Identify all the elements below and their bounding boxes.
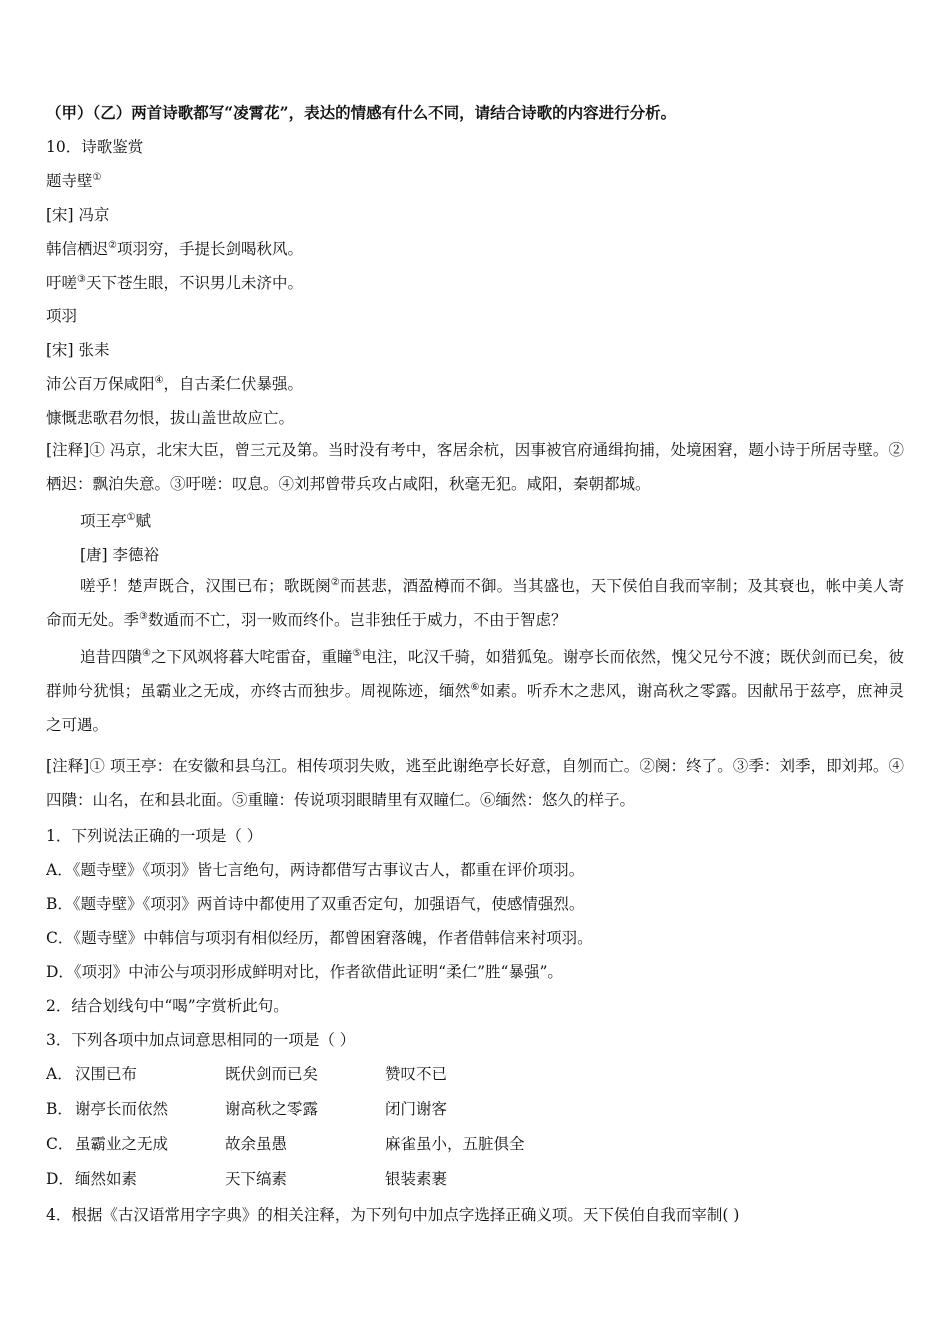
- poem-notes: [注释]① 冯京，北宋大臣，曾三元及第。当时没有考中，客居余杭，因事被官府通缉拘捕，处境困窘，题小诗于所居寺壁。②栖迟：飘泊失意。③吁嗟：叹息。④刘邦曾带兵攻占咸阳，秋毫无犯。咸阳，秦朝都城。: [46, 441, 904, 493]
- q4-stem: 4．根据《古汉语常用字字典》的相关注释，为下列句中加点字选择正确义项。天下侯伯自我而宰制( ): [46, 1206, 740, 1224]
- q3-row-label: A．: [46, 1065, 73, 1083]
- poem2-author: [宋] 张耒: [46, 341, 110, 359]
- fu-title: 项王亭①赋: [80, 511, 151, 530]
- q3-row-label: C．: [46, 1135, 74, 1153]
- q3-cell: 谢高秋之零露: [225, 1100, 319, 1118]
- fu-author: [唐] 李德裕: [80, 546, 160, 564]
- answer-blank: ( ): [722, 1206, 740, 1224]
- fu-paragraph-1: 嗟乎！楚声既合，汉围已布；歌既阕②而甚悲，酒盈樽而不御。当其盛也，天下侯伯自我而宰制；及其衰也，帐中美人寄命而无处。季③数遁而不亡，羽一败而终仆。岂非独任于威力，不由于智虑？: [46, 576, 904, 629]
- q3-cell: 闭门谢客: [385, 1100, 448, 1118]
- q3-row-label: D．: [46, 1170, 74, 1188]
- q2-stem: 2．结合划线句中“喝”字赏析此句。: [46, 997, 289, 1015]
- q3-cell: 缅然如素: [75, 1170, 138, 1188]
- poem1-author: [宋] 冯京: [46, 206, 110, 224]
- q3-cell: 故余虽愚: [225, 1135, 288, 1153]
- fu-notes: [注释]① 项王亭：在安徽和县乌江。相传项羽失败，逃至此谢绝亭长好意，自刎而亡。②阕：终了。③季：刘季，即刘邦。④四隤：山名，在和县北面。⑤重瞳：传说项羽眼睛里有双瞳仁。⑥缅然：悠久的样子。: [46, 757, 904, 809]
- q10-header: 10．诗歌鉴赏: [46, 138, 144, 156]
- q3-cell: 虽霸业之无成: [75, 1135, 169, 1153]
- q3-cell: 天下缟素: [225, 1170, 288, 1188]
- q3-cell: 汉围已布: [75, 1065, 138, 1083]
- q3-row-label: B．: [46, 1100, 73, 1118]
- q3-cell: 麻雀虽小，五脏俱全: [385, 1135, 525, 1153]
- poem2-line2: 慷慨悲歌君勿恨，拔山盖世故应亡。: [46, 409, 295, 427]
- poem1-line1: 韩信栖迟②项羽穷，手提长剑喝秋风。: [46, 239, 303, 258]
- poem2-line1: 沛公百万保咸阳④，自古柔仁伏暴强。: [46, 374, 303, 393]
- q3-cell: 既伏剑而已矣: [225, 1065, 319, 1083]
- q1-option-c: C．《题寺壁》中韩信与项羽有相似经历，都曾困窘落魄，作者借韩信来衬项羽。: [46, 929, 593, 947]
- q3-stem: 3．下列各项中加点词意思相同的一项是（ ）: [46, 1031, 356, 1049]
- fu-paragraph-2: 追昔四隤④之下风飒将暮大咤雷奋，重瞳⑤电注，叱汉千骑，如猎狐兔。谢亭长而依然，愧父兄兮不渡；既伏剑而已矣，彼群帅兮犹惧；虽霸业之无成，亦终古而独步。周视陈迹，缅然⑥如素。听乔木之悲风，谢高秋之零露。因献吊于兹亭，庶神灵之可遇。: [46, 647, 904, 734]
- q3-cell: 赞叹不已: [385, 1065, 448, 1083]
- q3-cell: 谢亭长而依然: [75, 1100, 169, 1118]
- poem2-title: 项羽: [46, 307, 78, 325]
- q3-cell: 银装素裹: [385, 1170, 448, 1188]
- q1-option-a: A．《题寺壁》《项羽》皆七言绝句，两诗都借写古事议古人，都重在评价项羽。: [46, 861, 585, 879]
- poem1-line2: 吁嗟③天下苍生眼，不识男儿未济中。: [46, 273, 303, 292]
- q1-stem: 1．下列说法正确的一项是（ ）: [46, 827, 263, 845]
- q1-option-b: B．《题寺壁》《项羽》两首诗中都使用了双重否定句，加强语气，使感情强烈。: [46, 895, 585, 913]
- question-intro: （甲）（乙）两首诗歌都写“凌霄花”，表达的情感有什么不同，请结合诗歌的内容进行分析。: [46, 103, 677, 122]
- poem1-title: 题寺壁①: [46, 171, 102, 190]
- q1-option-d: D．《项羽》中沛公与项羽形成鲜明对比，作者欲借此证明“柔仁”胜“暴强”。: [46, 963, 563, 981]
